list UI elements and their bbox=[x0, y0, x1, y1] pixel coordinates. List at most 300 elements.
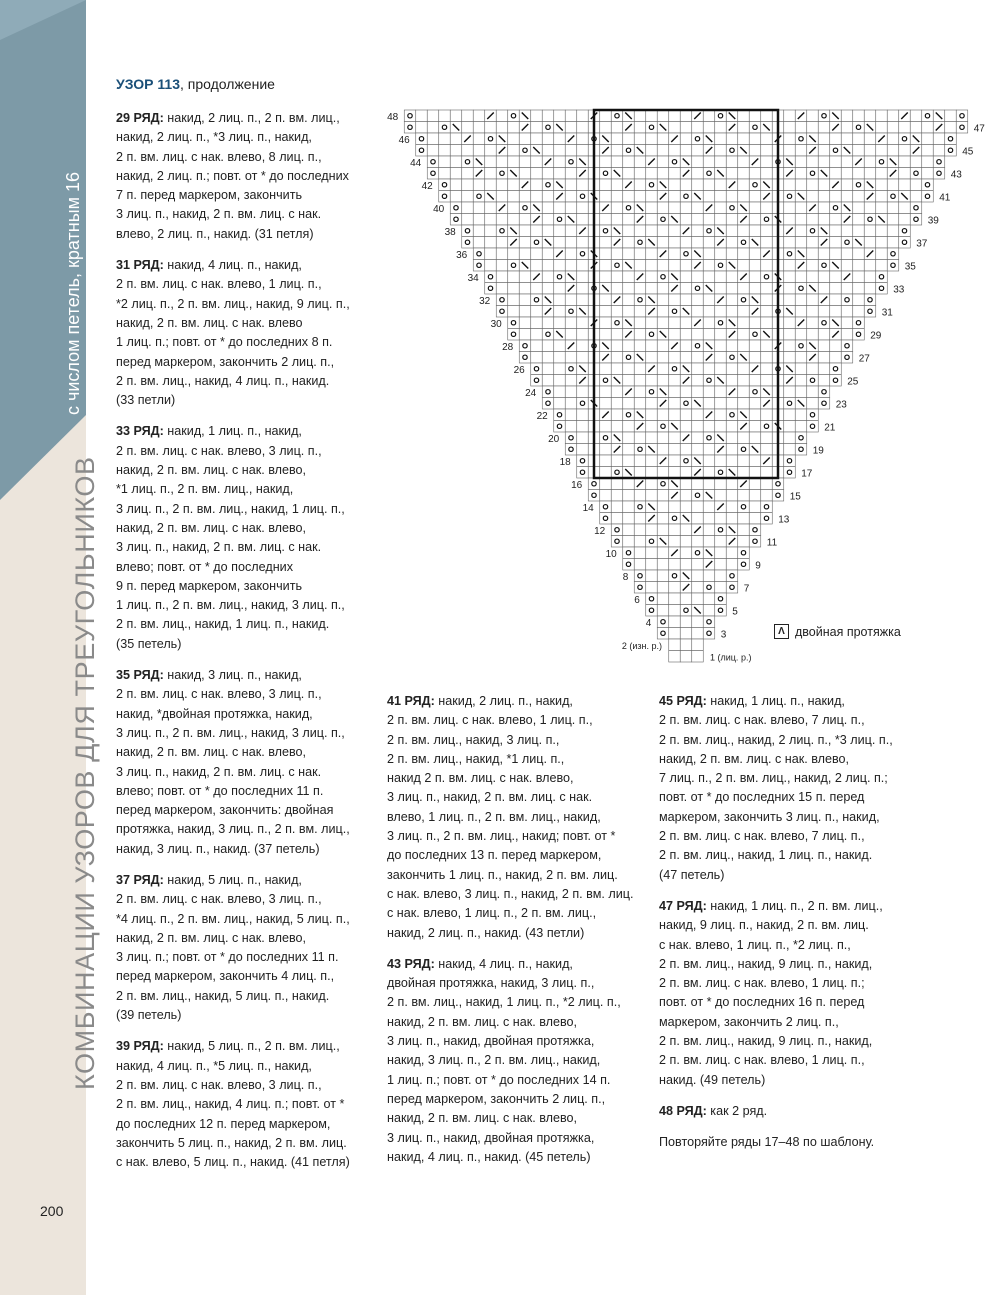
chart-cell bbox=[726, 191, 738, 203]
chart-cell bbox=[692, 616, 704, 628]
chart-cell bbox=[657, 409, 669, 421]
chart-cell bbox=[703, 225, 715, 237]
chart-cell bbox=[496, 248, 508, 260]
chart-cell bbox=[726, 237, 738, 249]
chart-cell bbox=[531, 237, 543, 249]
chart-cell bbox=[830, 283, 842, 295]
row-label-left: 14 bbox=[582, 503, 594, 514]
chart-cell bbox=[519, 133, 531, 145]
chart-cell bbox=[439, 122, 451, 134]
chart-cell bbox=[669, 179, 681, 191]
chart-cell bbox=[761, 467, 773, 479]
chart-cell bbox=[669, 513, 681, 525]
chart-cell bbox=[623, 225, 635, 237]
chart-cell bbox=[462, 156, 474, 168]
chart-cell bbox=[692, 651, 704, 663]
chart-cell bbox=[680, 340, 692, 352]
chart-cell bbox=[726, 306, 738, 318]
chart-cell bbox=[565, 110, 577, 122]
chart-cell bbox=[726, 432, 738, 444]
chart-cell bbox=[565, 329, 577, 341]
chart-cell bbox=[692, 202, 704, 214]
chart-cell bbox=[542, 363, 554, 375]
chart-cell bbox=[749, 317, 761, 329]
chart-cell bbox=[485, 214, 497, 226]
chart-cell bbox=[542, 375, 554, 387]
chart-cell bbox=[853, 306, 865, 318]
chart-cell bbox=[646, 145, 658, 157]
chart-cell bbox=[657, 375, 669, 387]
chart-cell bbox=[807, 329, 819, 341]
chart-cell bbox=[738, 432, 750, 444]
chart-cell bbox=[669, 237, 681, 249]
chart-cell bbox=[864, 168, 876, 180]
row-label-right: 21 bbox=[824, 422, 836, 434]
chart-cell bbox=[669, 536, 681, 548]
chart-cell bbox=[634, 317, 646, 329]
chart-cell bbox=[634, 237, 646, 249]
row-label-left: 18 bbox=[559, 457, 571, 468]
chart-cell bbox=[692, 306, 704, 318]
chart-cell bbox=[554, 386, 566, 398]
chart-cell bbox=[577, 271, 589, 283]
pattern-label: УЗОР 113 bbox=[116, 76, 180, 92]
knitting-chart bbox=[356, 100, 985, 670]
chart-cell bbox=[703, 168, 715, 180]
chart-cell bbox=[600, 317, 612, 329]
chart-cell bbox=[692, 421, 704, 433]
chart-cell bbox=[577, 329, 589, 341]
chart-cell bbox=[703, 294, 715, 306]
chart-cell bbox=[485, 145, 497, 157]
chart-cell bbox=[657, 478, 669, 490]
chart-cell bbox=[554, 133, 566, 145]
row-instruction: 43 РЯД: накид, 4 лиц. п., накид, двойная протяжка, накид, 3 лиц. п., 2 п. вм. лиц., накид, 1 лиц. п., *2 лиц. п., накид, 2 п. вм. лиц. с нак. влево, 3 лиц. п., накид, двойная протяжка, накид, 3 лиц. п., 2 п. вм. лиц., накид, 1 лиц. п.; повт. от * до последних 14 п. перед маркером, закончить 2 лиц. п., накид, 2 п. вм. лиц. с нак. влево, 3 лиц. п., накид, двойная протяжка, накид, 4 лиц. п., накид. (45 петель) bbox=[387, 956, 621, 1164]
chart-cell bbox=[680, 237, 692, 249]
chart-cell bbox=[646, 352, 658, 364]
chart-cell bbox=[634, 398, 646, 410]
chart-cell bbox=[726, 421, 738, 433]
chart-cell bbox=[565, 375, 577, 387]
chart-cell bbox=[600, 478, 612, 490]
chart-cell bbox=[738, 524, 750, 536]
chart-cell bbox=[519, 225, 531, 237]
chart-cell bbox=[703, 122, 715, 134]
row-label-left: 48 bbox=[387, 112, 399, 123]
chart-cell bbox=[818, 271, 830, 283]
chart-cell bbox=[933, 133, 945, 145]
chart-cell bbox=[703, 628, 715, 640]
chart-cell bbox=[784, 110, 796, 122]
chart-cell bbox=[565, 317, 577, 329]
chart-cell bbox=[818, 317, 830, 329]
chart-cell bbox=[680, 248, 692, 260]
chart-cell bbox=[577, 294, 589, 306]
chart-cell bbox=[669, 156, 681, 168]
chart-cell bbox=[830, 133, 842, 145]
chart-cell bbox=[830, 145, 842, 157]
chart-cell bbox=[876, 145, 888, 157]
chart-cell bbox=[657, 317, 669, 329]
chart-cell bbox=[887, 133, 899, 145]
chart-cell bbox=[634, 248, 646, 260]
chart-cell bbox=[749, 202, 761, 214]
chart-cell bbox=[611, 248, 623, 260]
chart-cell bbox=[600, 455, 612, 467]
chart-cell bbox=[554, 237, 566, 249]
chart-cell bbox=[669, 455, 681, 467]
chart-cell bbox=[738, 237, 750, 249]
chart-cell bbox=[623, 340, 635, 352]
chart-cell bbox=[669, 248, 681, 260]
chart-cell bbox=[692, 582, 704, 594]
chart-cell bbox=[715, 179, 727, 191]
chart-cell bbox=[623, 421, 635, 433]
chart-cell bbox=[611, 260, 623, 272]
chart-cell bbox=[623, 455, 635, 467]
chart-cell bbox=[657, 352, 669, 364]
chart-cell bbox=[784, 317, 796, 329]
chart-cell bbox=[634, 490, 646, 502]
chart-cell bbox=[830, 271, 842, 283]
row-label-right: 17 bbox=[801, 468, 813, 480]
chart-cell bbox=[439, 179, 451, 191]
chart-cell bbox=[646, 398, 658, 410]
chart-cell bbox=[784, 133, 796, 145]
chart-cell bbox=[600, 110, 612, 122]
chart-cell bbox=[749, 271, 761, 283]
chart-cell bbox=[485, 248, 497, 260]
chart-cell bbox=[692, 145, 704, 157]
chart-cell bbox=[462, 179, 474, 191]
chart-cell bbox=[761, 156, 773, 168]
chart-cell bbox=[646, 225, 658, 237]
chart-cell bbox=[623, 133, 635, 145]
chart-cell bbox=[542, 283, 554, 295]
chart-cell bbox=[634, 133, 646, 145]
chart-cell bbox=[876, 168, 888, 180]
chart-cell bbox=[899, 168, 911, 180]
chart-cell bbox=[864, 283, 876, 295]
chart-cell bbox=[853, 260, 865, 272]
chart-cell bbox=[807, 386, 819, 398]
chart-cell bbox=[761, 363, 773, 375]
chart-cell bbox=[611, 409, 623, 421]
chart-cell bbox=[473, 122, 485, 134]
chart-cell bbox=[715, 271, 727, 283]
chart-cell bbox=[703, 179, 715, 191]
chart-cell bbox=[646, 547, 658, 559]
chart-cell bbox=[634, 444, 646, 456]
chart-cell bbox=[669, 306, 681, 318]
chart-cell bbox=[496, 260, 508, 272]
chart-cell bbox=[669, 593, 681, 605]
chart-cell bbox=[531, 375, 543, 387]
chart-cell bbox=[519, 191, 531, 203]
chart-cell bbox=[703, 375, 715, 387]
row-label-right: 41 bbox=[939, 192, 951, 204]
chart-cell bbox=[715, 329, 727, 341]
chart-cell bbox=[726, 294, 738, 306]
chart-cell bbox=[830, 237, 842, 249]
chart-cell bbox=[841, 283, 853, 295]
chart-cell bbox=[646, 432, 658, 444]
chart-cell bbox=[565, 237, 577, 249]
chart-cell bbox=[669, 467, 681, 479]
chart-cell bbox=[646, 202, 658, 214]
chart-cell bbox=[749, 110, 761, 122]
chart-cell bbox=[795, 225, 807, 237]
chart-cell bbox=[887, 225, 899, 237]
chart-cell bbox=[841, 168, 853, 180]
chart-cell bbox=[899, 179, 911, 191]
row-label-left: 28 bbox=[502, 342, 514, 353]
chart-cell bbox=[692, 478, 704, 490]
chart-cell bbox=[703, 478, 715, 490]
chart-cell bbox=[473, 202, 485, 214]
chart-cell bbox=[657, 202, 669, 214]
chart-cell bbox=[542, 179, 554, 191]
chart-cell bbox=[738, 133, 750, 145]
chart-cell bbox=[692, 283, 704, 295]
chart-cell bbox=[761, 421, 773, 433]
chart-cell bbox=[784, 145, 796, 157]
chart-cell bbox=[899, 214, 911, 226]
chart-cell bbox=[738, 329, 750, 341]
chart-cell bbox=[807, 168, 819, 180]
chart-cell bbox=[876, 156, 888, 168]
chart-cell bbox=[600, 191, 612, 203]
instructions-column-2 bbox=[387, 692, 649, 1179]
chart-cell bbox=[807, 421, 819, 433]
chart-cell bbox=[611, 122, 623, 134]
chart-cell bbox=[680, 214, 692, 226]
chart-cell bbox=[657, 432, 669, 444]
chart-cell bbox=[508, 248, 520, 260]
chart-cell bbox=[945, 145, 957, 157]
chart-cell bbox=[749, 168, 761, 180]
chart-cell bbox=[646, 340, 658, 352]
chart-cell bbox=[657, 421, 669, 433]
chart-cell bbox=[611, 536, 623, 548]
chart-cell bbox=[611, 478, 623, 490]
chart-cell bbox=[738, 317, 750, 329]
chart-cell bbox=[749, 432, 761, 444]
chart-cell bbox=[807, 260, 819, 272]
chart-cell bbox=[554, 398, 566, 410]
chart-cell bbox=[623, 248, 635, 260]
chart-cell bbox=[611, 329, 623, 341]
row-instruction: 35 РЯД: накид, 3 лиц. п., накид, 2 п. вм. лиц. с нак. влево, 3 лиц. п., накид, *двойная протяжка, накид, 3 лиц. п., 2 п. вм. лиц., накид, 3 лиц. п., накид, 2 п. вм. лиц. с нак. влево, 3 лиц. п., накид, 2 п. вм. лиц. с нак. влево; повт. от * до последних 11 п. перед маркером, закончить: двойная протяжка, накид, 3 лиц. п., 2 п. вм. лиц., накид, 3 лиц. п., накид. (37 петель) bbox=[116, 668, 350, 856]
chart-cell bbox=[657, 524, 669, 536]
chart-cell bbox=[600, 122, 612, 134]
chart-cell bbox=[726, 156, 738, 168]
chart-cell bbox=[542, 352, 554, 364]
chart-cell bbox=[485, 179, 497, 191]
sidebar bbox=[0, 0, 100, 1295]
chart-cell bbox=[646, 386, 658, 398]
chart-cell bbox=[933, 168, 945, 180]
chart-cell bbox=[761, 409, 773, 421]
chart-cell bbox=[784, 340, 796, 352]
chart-cell bbox=[726, 202, 738, 214]
chart-cell bbox=[600, 306, 612, 318]
chart-cell bbox=[726, 168, 738, 180]
chart-cell bbox=[554, 306, 566, 318]
chart-cell bbox=[726, 559, 738, 571]
row-label-left: 4 bbox=[645, 618, 652, 629]
chart-cell bbox=[634, 225, 646, 237]
chart-cell bbox=[623, 237, 635, 249]
chart-cell bbox=[473, 110, 485, 122]
chart-cell bbox=[680, 490, 692, 502]
chart-cell bbox=[634, 156, 646, 168]
chart-cell bbox=[715, 547, 727, 559]
chart-cell bbox=[485, 260, 497, 272]
chart-cell bbox=[703, 237, 715, 249]
chart-cell bbox=[715, 559, 727, 571]
chart-cell bbox=[473, 237, 485, 249]
chart-cell bbox=[496, 156, 508, 168]
chart-cell bbox=[703, 191, 715, 203]
chart-cell bbox=[508, 283, 520, 295]
chart-cell bbox=[565, 386, 577, 398]
chart-cell bbox=[519, 156, 531, 168]
chart-cell bbox=[634, 570, 646, 582]
chart-cell bbox=[600, 156, 612, 168]
chart-cell bbox=[830, 214, 842, 226]
chart-cell bbox=[853, 179, 865, 191]
chart-cell bbox=[623, 375, 635, 387]
chart-cell bbox=[715, 570, 727, 582]
chart-cell bbox=[749, 490, 761, 502]
chart-cell bbox=[634, 559, 646, 571]
chart-cell bbox=[761, 340, 773, 352]
chart-cell bbox=[577, 398, 589, 410]
chart-cell bbox=[830, 202, 842, 214]
row-label-right: 31 bbox=[881, 307, 893, 319]
chart-cell bbox=[669, 524, 681, 536]
chart-cell bbox=[715, 248, 727, 260]
chart-cell bbox=[772, 478, 784, 490]
chart-cell bbox=[761, 432, 773, 444]
chart-cell bbox=[807, 191, 819, 203]
row-label-left: 10 bbox=[605, 549, 617, 560]
chart-cell bbox=[749, 283, 761, 295]
chart-cell bbox=[669, 605, 681, 617]
chart-cell bbox=[795, 375, 807, 387]
chart-cell bbox=[749, 513, 761, 525]
chart-cell bbox=[784, 271, 796, 283]
chart-cell bbox=[807, 409, 819, 421]
chart-cell bbox=[600, 432, 612, 444]
chart-cell bbox=[577, 409, 589, 421]
chart-cell bbox=[692, 214, 704, 226]
chart-cell bbox=[577, 340, 589, 352]
chart-cell bbox=[692, 432, 704, 444]
chart-cell bbox=[496, 122, 508, 134]
chart-cell bbox=[542, 122, 554, 134]
chart-cell bbox=[611, 214, 623, 226]
chart-cell bbox=[692, 294, 704, 306]
chart-cell bbox=[611, 513, 623, 525]
chart-cell bbox=[600, 168, 612, 180]
chart-cell bbox=[554, 294, 566, 306]
chart-cell bbox=[703, 306, 715, 318]
chart-cell bbox=[703, 582, 715, 594]
chart-cell bbox=[784, 352, 796, 364]
chart-cell bbox=[577, 122, 589, 134]
chart-cell bbox=[726, 582, 738, 594]
row-label-right: 39 bbox=[927, 215, 939, 227]
row-label-left: 40 bbox=[433, 204, 445, 215]
chart-cell bbox=[611, 179, 623, 191]
chart-cell bbox=[726, 248, 738, 260]
chart-cell bbox=[485, 133, 497, 145]
row-label-right: 15 bbox=[789, 491, 801, 503]
chart-cell bbox=[496, 110, 508, 122]
chart-cell bbox=[611, 317, 623, 329]
chart-cell bbox=[611, 352, 623, 364]
chart-cell bbox=[565, 225, 577, 237]
chart-cell bbox=[646, 329, 658, 341]
chart-cell bbox=[462, 214, 474, 226]
chart-cell bbox=[818, 340, 830, 352]
chart-cell bbox=[749, 225, 761, 237]
chart-cell bbox=[554, 283, 566, 295]
chart-cell bbox=[669, 225, 681, 237]
chart-cell bbox=[669, 616, 681, 628]
chart-cell bbox=[669, 570, 681, 582]
chart-cell bbox=[634, 260, 646, 272]
chart-cell bbox=[600, 513, 612, 525]
chart-cell bbox=[531, 179, 543, 191]
chart-cell bbox=[795, 363, 807, 375]
chart-cell bbox=[887, 248, 899, 260]
chart-cell bbox=[554, 214, 566, 226]
chart-cell bbox=[738, 501, 750, 513]
chart-cell bbox=[462, 122, 474, 134]
chart-cell bbox=[680, 294, 692, 306]
chart-cell bbox=[818, 110, 830, 122]
chart-cell bbox=[669, 386, 681, 398]
row-label-left: 20 bbox=[548, 434, 560, 445]
chart-cell bbox=[554, 145, 566, 157]
chart-cell bbox=[623, 352, 635, 364]
chart-cell bbox=[807, 179, 819, 191]
chart-cell bbox=[554, 409, 566, 421]
chart-cell bbox=[485, 225, 497, 237]
chart-cell bbox=[531, 248, 543, 260]
chart-cell bbox=[841, 317, 853, 329]
chart-cell bbox=[830, 156, 842, 168]
chart-cell bbox=[565, 409, 577, 421]
chart-cell bbox=[646, 283, 658, 295]
chart-cell bbox=[496, 168, 508, 180]
chart-cell bbox=[485, 237, 497, 249]
chart-cell bbox=[473, 191, 485, 203]
chart-cell bbox=[887, 202, 899, 214]
chart-cell bbox=[703, 536, 715, 548]
chart-cell bbox=[450, 133, 462, 145]
chart-cell bbox=[726, 352, 738, 364]
chart-cell bbox=[726, 409, 738, 421]
chart-cell bbox=[795, 202, 807, 214]
chart-cell bbox=[646, 421, 658, 433]
row-instruction: 31 РЯД: накид, 4 лиц. п., накид, 2 п. вм. лиц. с нак. влево, 1 лиц. п., *2 лиц. п., 2 п. вм. лиц., накид, 9 лиц. п., накид, 2 п. вм. лиц. с нак. влево 1 лиц. п.; повт. от * до последних 8 п. перед маркером, закончить 2 лиц. п., 2 п. вм. лиц., накид, 4 лиц. п., накид. (33 петли) bbox=[116, 258, 350, 408]
chart-cell bbox=[542, 248, 554, 260]
chart-cell bbox=[669, 260, 681, 272]
